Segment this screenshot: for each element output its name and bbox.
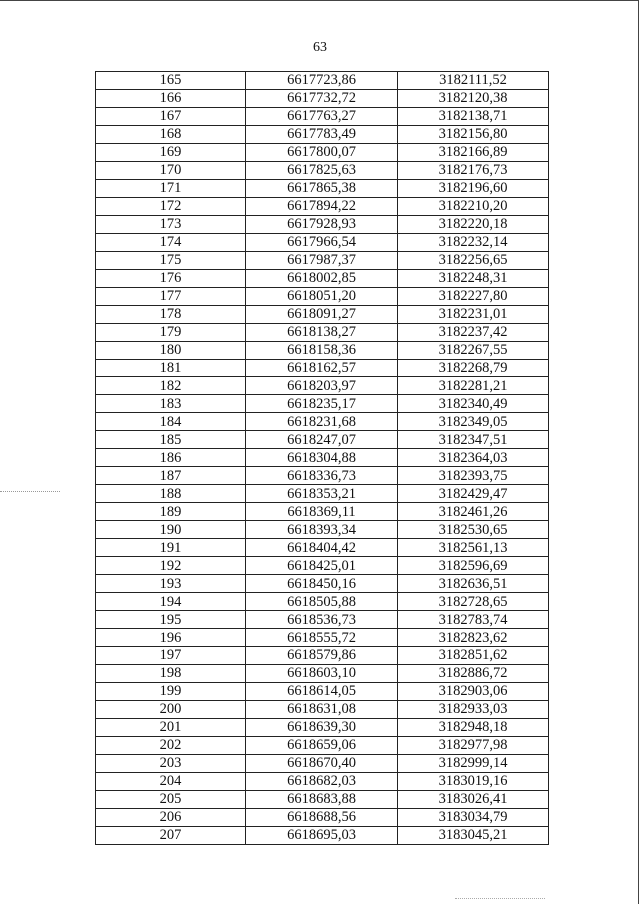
point-number-cell: 183 (96, 395, 246, 413)
point-number-cell: 205 (96, 790, 246, 808)
coordinates-table-body (96, 72, 549, 845)
point-number-cell: 207 (96, 826, 246, 844)
x-coordinate-cell: 6618631,08 (246, 700, 398, 718)
x-coordinate-cell: 6617783,49 (246, 125, 398, 143)
y-coordinate-cell: 3182429,47 (398, 485, 549, 503)
y-coordinate-cell: 3182176,73 (398, 161, 549, 179)
table-row (96, 647, 549, 665)
y-coordinate-cell: 3182166,89 (398, 143, 549, 161)
point-number-cell: 195 (96, 611, 246, 629)
y-coordinate-cell: 3182903,06 (398, 682, 549, 700)
point-number-cell: 171 (96, 179, 246, 197)
x-coordinate-cell: 6618450,16 (246, 575, 398, 593)
x-coordinate-cell: 6618659,06 (246, 736, 398, 754)
point-number-cell: 194 (96, 593, 246, 611)
point-number-cell: 167 (96, 107, 246, 125)
point-number-cell: 206 (96, 808, 246, 826)
x-coordinate-cell: 6618353,21 (246, 485, 398, 503)
y-coordinate-cell: 3182530,65 (398, 521, 549, 539)
point-number-cell: 179 (96, 323, 246, 341)
point-number-cell: 202 (96, 736, 246, 754)
point-number-cell: 203 (96, 754, 246, 772)
point-number-cell: 182 (96, 377, 246, 395)
y-coordinate-cell: 3183026,41 (398, 790, 549, 808)
y-coordinate-cell: 3182364,03 (398, 449, 549, 467)
point-number-cell: 184 (96, 413, 246, 431)
x-coordinate-cell: 6617966,54 (246, 233, 398, 251)
y-coordinate-cell: 3182248,31 (398, 269, 549, 287)
x-coordinate-cell: 6618138,27 (246, 323, 398, 341)
x-coordinate-cell: 6617723,86 (246, 72, 398, 90)
table-row (96, 736, 549, 754)
table-row (96, 431, 549, 449)
y-coordinate-cell: 3182823,62 (398, 629, 549, 647)
table-row (96, 215, 549, 233)
x-coordinate-cell: 6618639,30 (246, 718, 398, 736)
point-number-cell: 168 (96, 125, 246, 143)
table-row (96, 539, 549, 557)
x-coordinate-cell: 6618579,86 (246, 647, 398, 665)
x-coordinate-cell: 6618555,72 (246, 629, 398, 647)
table-row (96, 682, 549, 700)
x-coordinate-cell: 6618682,03 (246, 772, 398, 790)
table-row (96, 772, 549, 790)
table-row (96, 485, 549, 503)
y-coordinate-cell: 3182851,62 (398, 647, 549, 665)
table-row (96, 611, 549, 629)
point-number-cell: 199 (96, 682, 246, 700)
table-row (96, 197, 549, 215)
table-row (96, 179, 549, 197)
x-coordinate-cell: 6618425,01 (246, 557, 398, 575)
y-coordinate-cell: 3182237,42 (398, 323, 549, 341)
x-coordinate-cell: 6618231,68 (246, 413, 398, 431)
x-coordinate-cell: 6618688,56 (246, 808, 398, 826)
point-number-cell: 192 (96, 557, 246, 575)
x-coordinate-cell: 6617825,63 (246, 161, 398, 179)
point-number-cell: 198 (96, 664, 246, 682)
y-coordinate-cell: 3182210,20 (398, 197, 549, 215)
table-row (96, 72, 549, 90)
y-coordinate-cell: 3182256,65 (398, 251, 549, 269)
point-number-cell: 176 (96, 269, 246, 287)
point-number-cell: 173 (96, 215, 246, 233)
point-number-cell: 191 (96, 539, 246, 557)
table-row (96, 323, 549, 341)
table-row (96, 718, 549, 736)
y-coordinate-cell: 3182232,14 (398, 233, 549, 251)
y-coordinate-cell: 3182977,98 (398, 736, 549, 754)
x-coordinate-cell: 6618393,34 (246, 521, 398, 539)
x-coordinate-cell: 6618369,11 (246, 503, 398, 521)
point-number-cell: 187 (96, 467, 246, 485)
point-number-cell: 178 (96, 305, 246, 323)
y-coordinate-cell: 3182120,38 (398, 89, 549, 107)
y-coordinate-cell: 3182281,21 (398, 377, 549, 395)
y-coordinate-cell: 3182461,26 (398, 503, 549, 521)
point-number-cell: 188 (96, 485, 246, 503)
x-coordinate-cell: 6618614,05 (246, 682, 398, 700)
margin-mark (0, 491, 60, 492)
y-coordinate-cell: 3182933,03 (398, 700, 549, 718)
table-row (96, 359, 549, 377)
table-row (96, 700, 549, 718)
table-row (96, 449, 549, 467)
point-number-cell: 190 (96, 521, 246, 539)
x-coordinate-cell: 6618404,42 (246, 539, 398, 557)
point-number-cell: 170 (96, 161, 246, 179)
x-coordinate-cell: 6618091,27 (246, 305, 398, 323)
y-coordinate-cell: 3182596,69 (398, 557, 549, 575)
x-coordinate-cell: 6618162,57 (246, 359, 398, 377)
table-row (96, 161, 549, 179)
table-row (96, 269, 549, 287)
y-coordinate-cell: 3182948,18 (398, 718, 549, 736)
point-number-cell: 174 (96, 233, 246, 251)
y-coordinate-cell: 3182231,01 (398, 305, 549, 323)
point-number-cell: 180 (96, 341, 246, 359)
table-row (96, 107, 549, 125)
table-row (96, 89, 549, 107)
table-row (96, 377, 549, 395)
table-row (96, 629, 549, 647)
y-coordinate-cell: 3182156,80 (398, 125, 549, 143)
x-coordinate-cell: 6618051,20 (246, 287, 398, 305)
point-number-cell: 165 (96, 72, 246, 90)
y-coordinate-cell: 3182636,51 (398, 575, 549, 593)
x-coordinate-cell: 6618536,73 (246, 611, 398, 629)
table-row (96, 754, 549, 772)
point-number-cell: 186 (96, 449, 246, 467)
x-coordinate-cell: 6617763,27 (246, 107, 398, 125)
table-row (96, 233, 549, 251)
table-row (96, 305, 549, 323)
point-number-cell: 169 (96, 143, 246, 161)
x-coordinate-cell: 6618670,40 (246, 754, 398, 772)
table-row (96, 341, 549, 359)
point-number-cell: 172 (96, 197, 246, 215)
table-row (96, 467, 549, 485)
x-coordinate-cell: 6617987,37 (246, 251, 398, 269)
x-coordinate-cell: 6618158,36 (246, 341, 398, 359)
y-coordinate-cell: 3182347,51 (398, 431, 549, 449)
point-number-cell: 193 (96, 575, 246, 593)
table-row (96, 826, 549, 844)
x-coordinate-cell: 6617865,38 (246, 179, 398, 197)
y-coordinate-cell: 3182886,72 (398, 664, 549, 682)
table-row (96, 557, 549, 575)
table-row (96, 521, 549, 539)
y-coordinate-cell: 3182340,49 (398, 395, 549, 413)
point-number-cell: 196 (96, 629, 246, 647)
point-number-cell: 181 (96, 359, 246, 377)
table-row (96, 664, 549, 682)
point-number-cell: 175 (96, 251, 246, 269)
y-coordinate-cell: 3182783,74 (398, 611, 549, 629)
x-coordinate-cell: 6617800,07 (246, 143, 398, 161)
y-coordinate-cell: 3182138,71 (398, 107, 549, 125)
table-row (96, 395, 549, 413)
y-coordinate-cell: 3183034,79 (398, 808, 549, 826)
y-coordinate-cell: 3182349,05 (398, 413, 549, 431)
x-coordinate-cell: 6618336,73 (246, 467, 398, 485)
x-coordinate-cell: 6618235,17 (246, 395, 398, 413)
x-coordinate-cell: 6617732,72 (246, 89, 398, 107)
point-number-cell: 177 (96, 287, 246, 305)
page-number: 63 (313, 40, 327, 55)
x-coordinate-cell: 6618247,07 (246, 431, 398, 449)
x-coordinate-cell: 6618203,97 (246, 377, 398, 395)
y-coordinate-cell: 3182196,60 (398, 179, 549, 197)
coordinates-table (95, 71, 549, 845)
point-number-cell: 200 (96, 700, 246, 718)
table-row (96, 790, 549, 808)
x-coordinate-cell: 6618683,88 (246, 790, 398, 808)
table-row (96, 503, 549, 521)
y-coordinate-cell: 3182728,65 (398, 593, 549, 611)
x-coordinate-cell: 6617928,93 (246, 215, 398, 233)
y-coordinate-cell: 3182267,55 (398, 341, 549, 359)
x-coordinate-cell: 6618002,85 (246, 269, 398, 287)
table-row (96, 251, 549, 269)
table-row (96, 143, 549, 161)
y-coordinate-cell: 3183019,16 (398, 772, 549, 790)
point-number-cell: 197 (96, 647, 246, 665)
table-row (96, 808, 549, 826)
x-coordinate-cell: 6617894,22 (246, 197, 398, 215)
point-number-cell: 166 (96, 89, 246, 107)
y-coordinate-cell: 3182111,52 (398, 72, 549, 90)
point-number-cell: 204 (96, 772, 246, 790)
y-coordinate-cell: 3182227,80 (398, 287, 549, 305)
table-row (96, 575, 549, 593)
x-coordinate-cell: 6618603,10 (246, 664, 398, 682)
y-coordinate-cell: 3183045,21 (398, 826, 549, 844)
x-coordinate-cell: 6618304,88 (246, 449, 398, 467)
x-coordinate-cell: 6618505,88 (246, 593, 398, 611)
y-coordinate-cell: 3182393,75 (398, 467, 549, 485)
table-row (96, 287, 549, 305)
table-row (96, 593, 549, 611)
point-number-cell: 185 (96, 431, 246, 449)
y-coordinate-cell: 3182999,14 (398, 754, 549, 772)
y-coordinate-cell: 3182220,18 (398, 215, 549, 233)
point-number-cell: 201 (96, 718, 246, 736)
table-row (96, 125, 549, 143)
point-number-cell: 189 (96, 503, 246, 521)
table-row (96, 413, 549, 431)
y-coordinate-cell: 3182561,13 (398, 539, 549, 557)
x-coordinate-cell: 6618695,03 (246, 826, 398, 844)
bottom-scan-mark (455, 898, 545, 899)
y-coordinate-cell: 3182268,79 (398, 359, 549, 377)
